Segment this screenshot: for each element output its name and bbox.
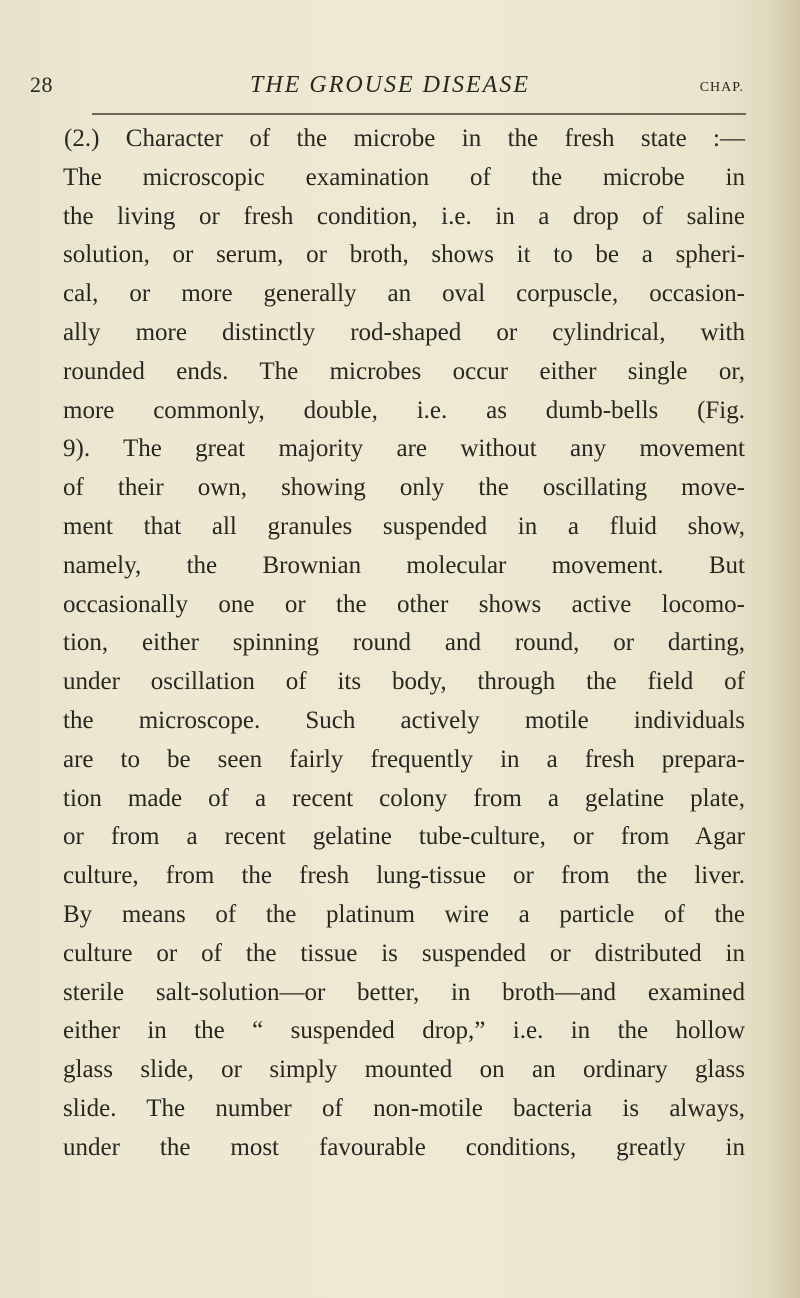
- text-line: occasionally one or the other shows active locomo-: [63, 590, 745, 618]
- page-header: [30, 72, 750, 106]
- text-line: tion made of a recent colony from a gelatine plate,: [63, 784, 745, 812]
- text-line: glass slide, or simply mounted on an ordinary glass: [63, 1056, 745, 1084]
- body-text: [63, 120, 745, 1168]
- text-line: under oscillation of its body, through the field of: [63, 668, 745, 696]
- text-line: more commonly, double, i.e. as dumb-bells (Fig.: [63, 396, 745, 424]
- text-line: rounded ends. The microbes occur either single or,: [63, 357, 745, 385]
- text-line: of their own, showing only the oscillating move-: [63, 474, 745, 502]
- text-line: By means of the platinum wire a particle of the: [63, 900, 745, 928]
- text-line: solution, or serum, or broth, shows it to be a spheri-: [63, 241, 745, 269]
- page-edge-shadow: [770, 0, 800, 1298]
- text-line: are to be seen fairly frequently in a fresh prepara-: [63, 745, 745, 773]
- text-line: cal, or more generally an oval corpuscle, occasion-: [63, 280, 745, 308]
- text-line: ally more distinctly rod-shaped or cylindrical, with: [63, 318, 745, 346]
- text-line: under the most favourable conditions, greatly in: [63, 1133, 745, 1161]
- text-line: tion, either spinning round and round, or darting,: [63, 629, 745, 657]
- text-line: the living or fresh condition, i.e. in a drop of saline: [63, 202, 745, 230]
- text-line: either in the “ suspended drop,” i.e. in the hollow: [63, 1017, 745, 1045]
- text-line: ment that all granules suspended in a fluid show,: [63, 512, 745, 540]
- text-line: 9). The great majority are without any movement: [63, 435, 745, 463]
- text-line: (2.) Character of the microbe in the fresh state :—: [64, 125, 745, 152]
- text-line: sterile salt-solution—or better, in broth—and examined: [63, 978, 745, 1006]
- header-rule: [92, 113, 746, 115]
- text-line: slide. The number of non-motile bacteria is always,: [63, 1094, 745, 1122]
- running-title: THE GROUSE DISEASE: [250, 72, 530, 98]
- chapter-mark: CHAP.: [699, 80, 744, 95]
- text-line: the microscope. Such actively motile individuals: [63, 706, 745, 734]
- text-line: The microscopic examination of the microbe in: [63, 163, 745, 191]
- text-line: culture or of the tissue is suspended or distributed in: [63, 939, 745, 967]
- text-line: culture, from the fresh lung-tissue or from the liver.: [63, 862, 745, 890]
- page-number: 28: [30, 72, 53, 97]
- text-line: or from a recent gelatine tube-culture, or from Agar: [63, 823, 745, 851]
- text-line: namely, the Brownian molecular movement. But: [63, 551, 745, 579]
